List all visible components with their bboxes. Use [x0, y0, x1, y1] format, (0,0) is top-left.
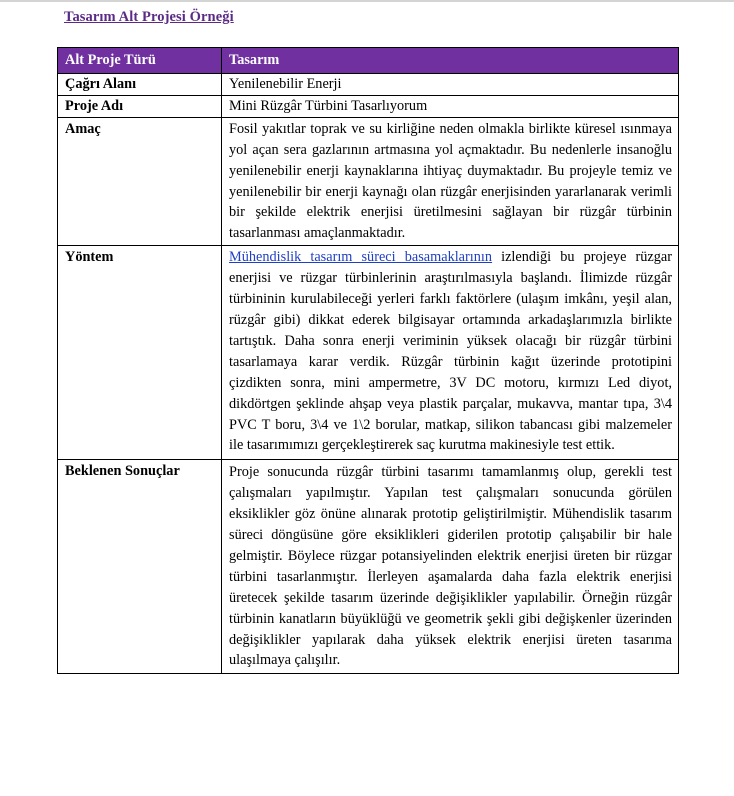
- header-subproject-type: Alt Proje Türü: [58, 48, 222, 74]
- expected-results-value: Proje sonucunda rüzgâr türbini tasarımı tamamlanmış olup, gerekli test çalışmaları yapılmıştır. Yapılan test çalışmaları sonucunda görülen eksiklikler göz önüne alınarak prototip geliştirilmiştir. Mühendislik tasarım süreci döngüsüne göre eksiklikleri giderilen prototip çalışabilir bir hale gelmiştir. Böylece rüzgar potansiyelinden elektrik enerjisi üreten bir rüzgar türbini tasarlanmıştır. İlerleyen aşamalarda daha fazla elektrik enerjisi üretecek şekilde tasarım üzerinde değişiklikler yapılabilir. Örneğin rüzgâr türbinin kanatların büyüklüğü ve geometrik şekli gibi değişkenler üzerinden değişiklikler yapılarak daha yüksek elektrik enerjisi üreten tasarıma ulaşılmaya çalışılır.: [222, 460, 679, 674]
- method-value: izlendiği bu projeye rüzgar enerjisi ve rüzgar türbinlerinin araştırılmasıyla başlandı. İlimizde rüzgâr türbininin kurulabileceği yerleri farklı faktörlere (ulaşım imkânı, yeşil alan, rüzgâr gibi) dikkat ederek bilgisayar ortamında arkadaşlarımızla birlikte tartıştık. Daha sonra enerji veriminin yüksek olacağı bir rüzgâr türbini tasarlamaya karar verdik. Rüzgâr türbinin kağıt üzerinde prototipini çizdikten sonra, mini ampermetre, 3V DC motoru, kırmızı Led diyot, dikdörtgen şeklinde ahşap veya plastik parçalar, mukavva, mantar tıpa, 3\4 PVC T boru, 3\4 ve 1\2 borular, matkap, silikon tabancası gibi malzemeler ile tasarımımızı gerçekleştirerek saç kurutma makinesiyle test ettik.: [229, 249, 673, 454]
- expected-results-label: Beklenen Sonuçlar: [58, 460, 222, 674]
- table-row-method: [58, 246, 679, 460]
- table-row-project-name: [58, 95, 679, 117]
- method-cell: [222, 246, 679, 460]
- method-label: Yöntem: [58, 246, 222, 460]
- table-row-expected-results: [58, 460, 679, 674]
- engineering-design-process-link[interactable]: Mühendislik tasarım süreci basamaklarının: [229, 249, 493, 266]
- goal-label: Amaç: [58, 117, 222, 245]
- table-row-goal: [58, 117, 679, 245]
- project-name-value: Mini Rüzgâr Türbini Tasarlıyorum: [222, 95, 679, 117]
- call-area-label: Çağrı Alanı: [58, 74, 222, 96]
- top-divider: [0, 0, 734, 2]
- project-name-label: Proje Adı: [58, 95, 222, 117]
- document-title: Tasarım Alt Projesi Örneği: [64, 9, 234, 25]
- table-header-row: [58, 48, 679, 74]
- table-row-call-area: [58, 74, 679, 96]
- header-design: Tasarım: [222, 48, 679, 74]
- project-table: [57, 47, 679, 674]
- call-area-value: Yenilenebilir Enerji: [222, 74, 679, 96]
- goal-value: Fosil yakıtlar toprak ve su kirliğine neden olmakla birlikte küresel ısınmaya yol açan sera gazlarının artmasına yol açmaktadır. Bu nedenlerle insanoğlu yenilenebilir enerji kaynaklarına ihtiyaç duymaktadır. Bu projeyle temiz ve yenilenebilir bir enerji kaynağı olan rüzgâr enerjisinden yararlanarak verimli bir şekilde elektrik enerjisi üretilmesini sağlayan bir rüzgâr türbinin tasarlanması amaçlanmaktadır.: [222, 117, 679, 245]
